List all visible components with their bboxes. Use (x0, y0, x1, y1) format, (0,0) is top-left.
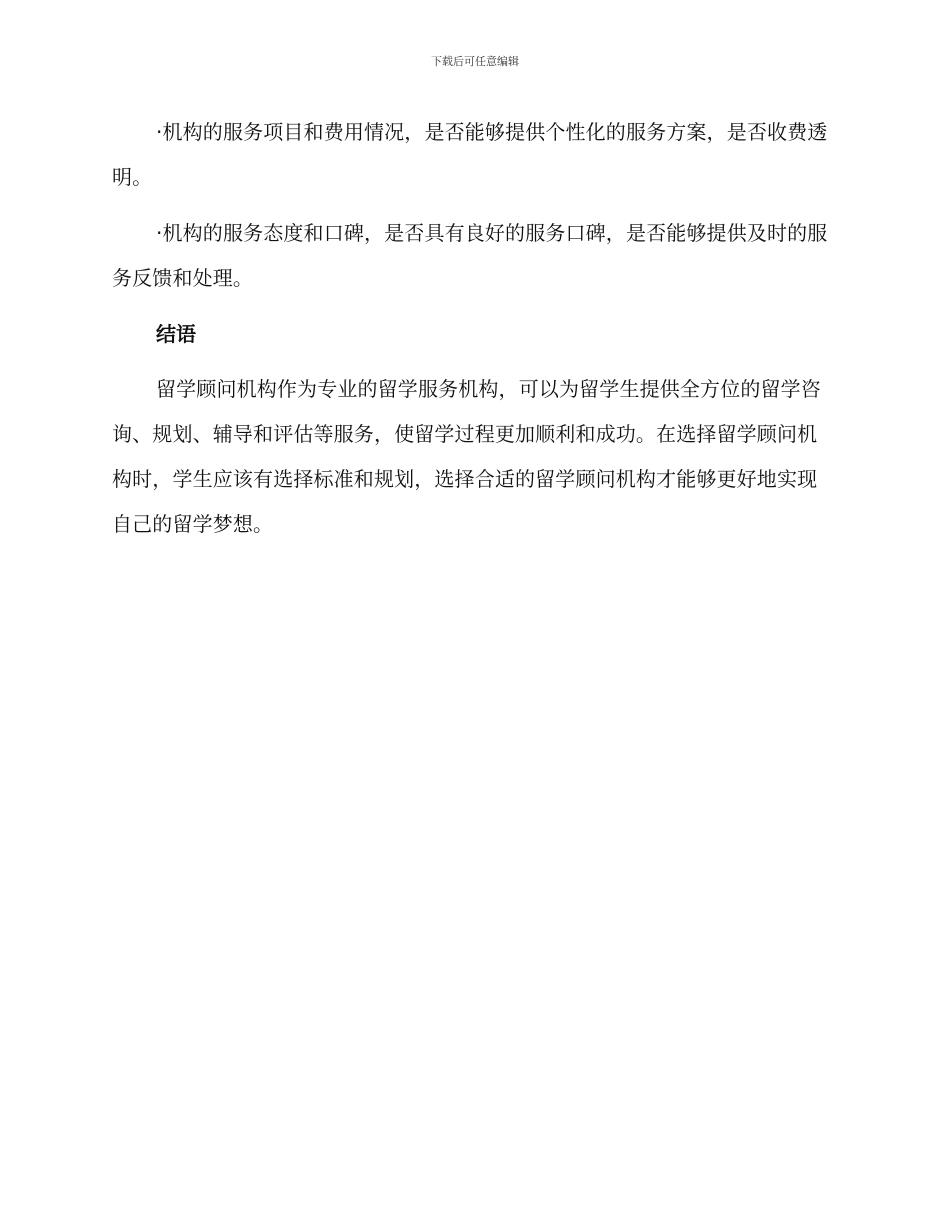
page-header: 下载后可任意编辑 (431, 55, 519, 68)
document-content (112, 110, 832, 558)
conclusion-heading: 结语 (156, 322, 196, 346)
bullet-paragraph-services-fees: ·机构的服务项目和费用情况，是否能够提供个性化的服务方案，是否收费透明。 (112, 120, 828, 189)
bullet-paragraph-reputation: ·机构的服务态度和口碑，是否具有良好的服务口碑，是否能够提供及时的服务反馈和处理。 (112, 221, 828, 290)
conclusion-paragraph: 留学顾问机构作为专业的留学服务机构，可以为留学生提供全方位的留学咨询、规划、辅导和评估等服务，使留学过程更加顺利和成功。在选择留学顾问机构时，学生应该有选择标准和规划，选择合适的留学顾问机构才能够更好地实现自己的留学梦想。 (112, 377, 821, 536)
